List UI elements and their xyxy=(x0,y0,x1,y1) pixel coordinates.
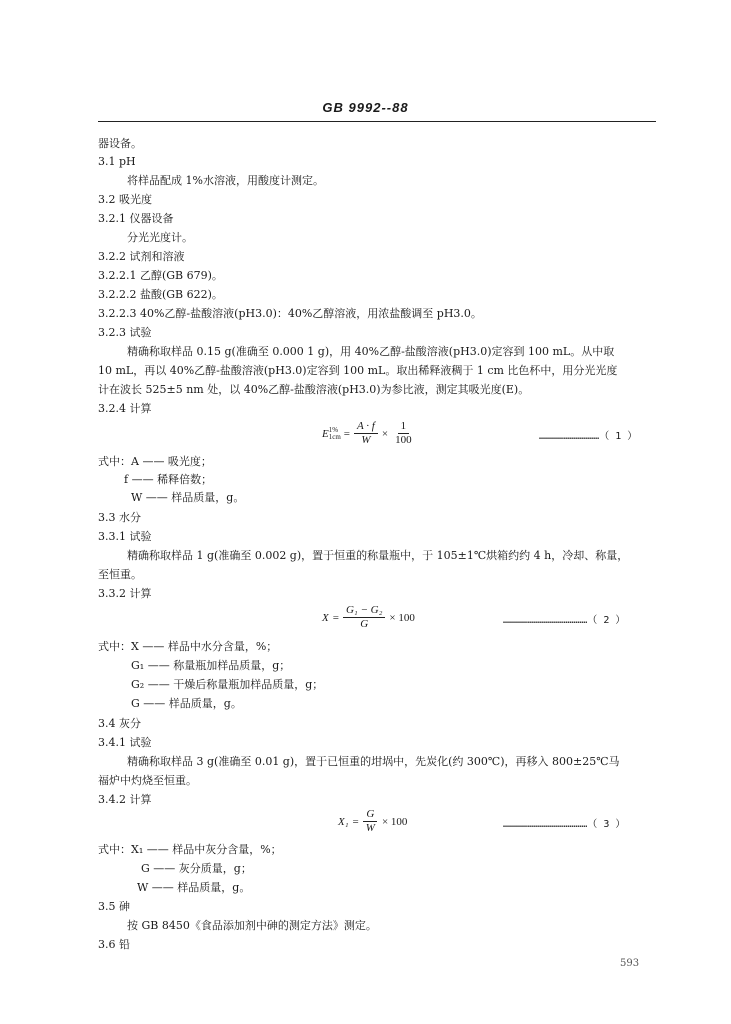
text-line: W —— 样品质量，g。 xyxy=(137,881,251,894)
formula-1-numerator: A · f xyxy=(354,420,378,434)
formula-2-number: ……………………………………（ 2 ） xyxy=(503,615,626,626)
text-line: 器设备。 xyxy=(98,137,142,150)
text-line: 分光光度计。 xyxy=(127,231,193,244)
text-line: 式中：A —— 吸光度； xyxy=(98,455,212,468)
formula-3: X₁ = $\frac{G}{W}$ × 100 xyxy=(338,808,408,834)
formula-1-denominator: W xyxy=(361,434,371,446)
section-heading: 3.1 pH xyxy=(98,155,136,168)
formula-1-numerator-2: 1 xyxy=(398,420,410,434)
formula-1: E 1% 1cm = $\frac{A \cdot f}{W}$ × $\frac{1}{100}$ xyxy=(322,420,419,447)
section-heading: 3.2 吸光度 xyxy=(98,193,152,206)
text-line: G —— 样品质量，g。 xyxy=(131,697,242,710)
text-line: 福炉中灼烧至恒重。 xyxy=(98,774,197,787)
section-heading: 3.2.3 试验 xyxy=(98,326,152,339)
formula-1-sub: 1cm xyxy=(328,432,341,441)
text-line: G₁ —— 称量瓶加样品质量，g； xyxy=(131,659,291,672)
section-heading: 3.4.1 试验 xyxy=(98,736,152,749)
text-line: 式中：X₁ —— 样品中灰分含量，%； xyxy=(98,843,282,856)
formula-3-tail: × 100 xyxy=(381,815,408,828)
text-line: 3.2.2.2 盐酸(GB 622)。 xyxy=(98,288,223,301)
standard-header: GB 9992--88 xyxy=(322,100,409,115)
section-heading: 3.3.1 试验 xyxy=(98,530,152,543)
formula-2-numerator: G₁ − G₂ xyxy=(343,604,385,618)
text-line: 按 GB 8450《食品添加剂中砷的测定方法》测定。 xyxy=(127,919,377,932)
text-line: f —— 稀释倍数； xyxy=(124,473,213,486)
section-heading: 3.2.2 试剂和溶液 xyxy=(98,250,185,263)
text-line: 将样品配成 1%水溶液，用酸度计测定。 xyxy=(127,174,324,187)
section-heading: 3.2.1 仪器设备 xyxy=(98,212,174,225)
text-line: 3.2.2.3 40%乙醇-盐酸溶液(pH3.0)：40%乙醇溶液，用浓盐酸调至 pH3.0。 xyxy=(98,307,482,320)
formula-1-denominator-2: 100 xyxy=(395,434,412,446)
section-heading: 3.4 灰分 xyxy=(98,717,141,730)
text-line: 至恒重。 xyxy=(98,568,142,581)
text-line: 精确称取样品 3 g(准确至 0.01 g)，置于已恒重的坩埚中，先炭化(约 300℃)，再移入 800±25℃马 xyxy=(127,755,620,768)
text-line: 精确称取样品 1 g(准确至 0.002 g)，置于恒重的称量瓶中，于 105±1℃烘箱约约 4 h，冷却、称量， xyxy=(127,549,629,562)
text-line: G —— 灰分质量，g； xyxy=(141,862,252,875)
text-line: 3.2.2.1 乙醇(GB 679)。 xyxy=(98,269,223,282)
text-line: 计在波长 525±5 nm 处，以 40%乙醇-盐酸溶液(pH3.0)为参比液，测定其吸光度(E)。 xyxy=(98,383,530,396)
section-heading: 3.3 水分 xyxy=(98,511,141,524)
formula-2-lhs: X xyxy=(322,611,329,624)
formula-1-sup: 1% xyxy=(328,425,339,434)
section-heading: 3.5 砷 xyxy=(98,900,130,913)
text-line: G₂ —— 干燥后称量瓶加样品质量，g； xyxy=(131,678,324,691)
header-rule xyxy=(98,121,656,122)
formula-1-number: …………………………（ 1 ） xyxy=(539,431,638,442)
formula-3-lhs: X₁ xyxy=(338,815,349,828)
formula-3-number: ……………………………………（ 3 ） xyxy=(503,819,626,830)
formula-1-lhs: E xyxy=(322,427,329,440)
text-line: 精确称取样品 0.15 g(准确至 0.000 1 g)，用 40%乙醇-盐酸溶液(pH3.0)定容到 100 mL。从中取 xyxy=(127,345,615,358)
text-line: W —— 样品质量，g。 xyxy=(131,491,245,504)
formula-2-denominator: G xyxy=(360,618,369,630)
text-line: 式中：X —— 样品中水分含量，%； xyxy=(98,640,278,653)
page-number: 593 xyxy=(620,958,640,969)
text-line: 10 mL，再以 40%乙醇-盐酸溶液(pH3.0)定容到 100 mL。取出稀释液稠于 1 cm 比色杯中，用分光光度 xyxy=(98,364,618,377)
formula-2: X = $\frac{\text{G₁ − G₂}}{G}$ × 100 xyxy=(322,604,415,630)
formula-3-numerator: G xyxy=(363,808,377,822)
section-heading: 3.4.2 计算 xyxy=(98,793,152,806)
formula-2-tail: × 100 xyxy=(389,611,415,624)
section-heading: 3.3.2 计算 xyxy=(98,587,152,600)
formula-3-denominator: W xyxy=(365,822,375,834)
section-heading: 3.6 铅 xyxy=(98,938,130,951)
section-heading: 3.2.4 计算 xyxy=(98,402,152,415)
